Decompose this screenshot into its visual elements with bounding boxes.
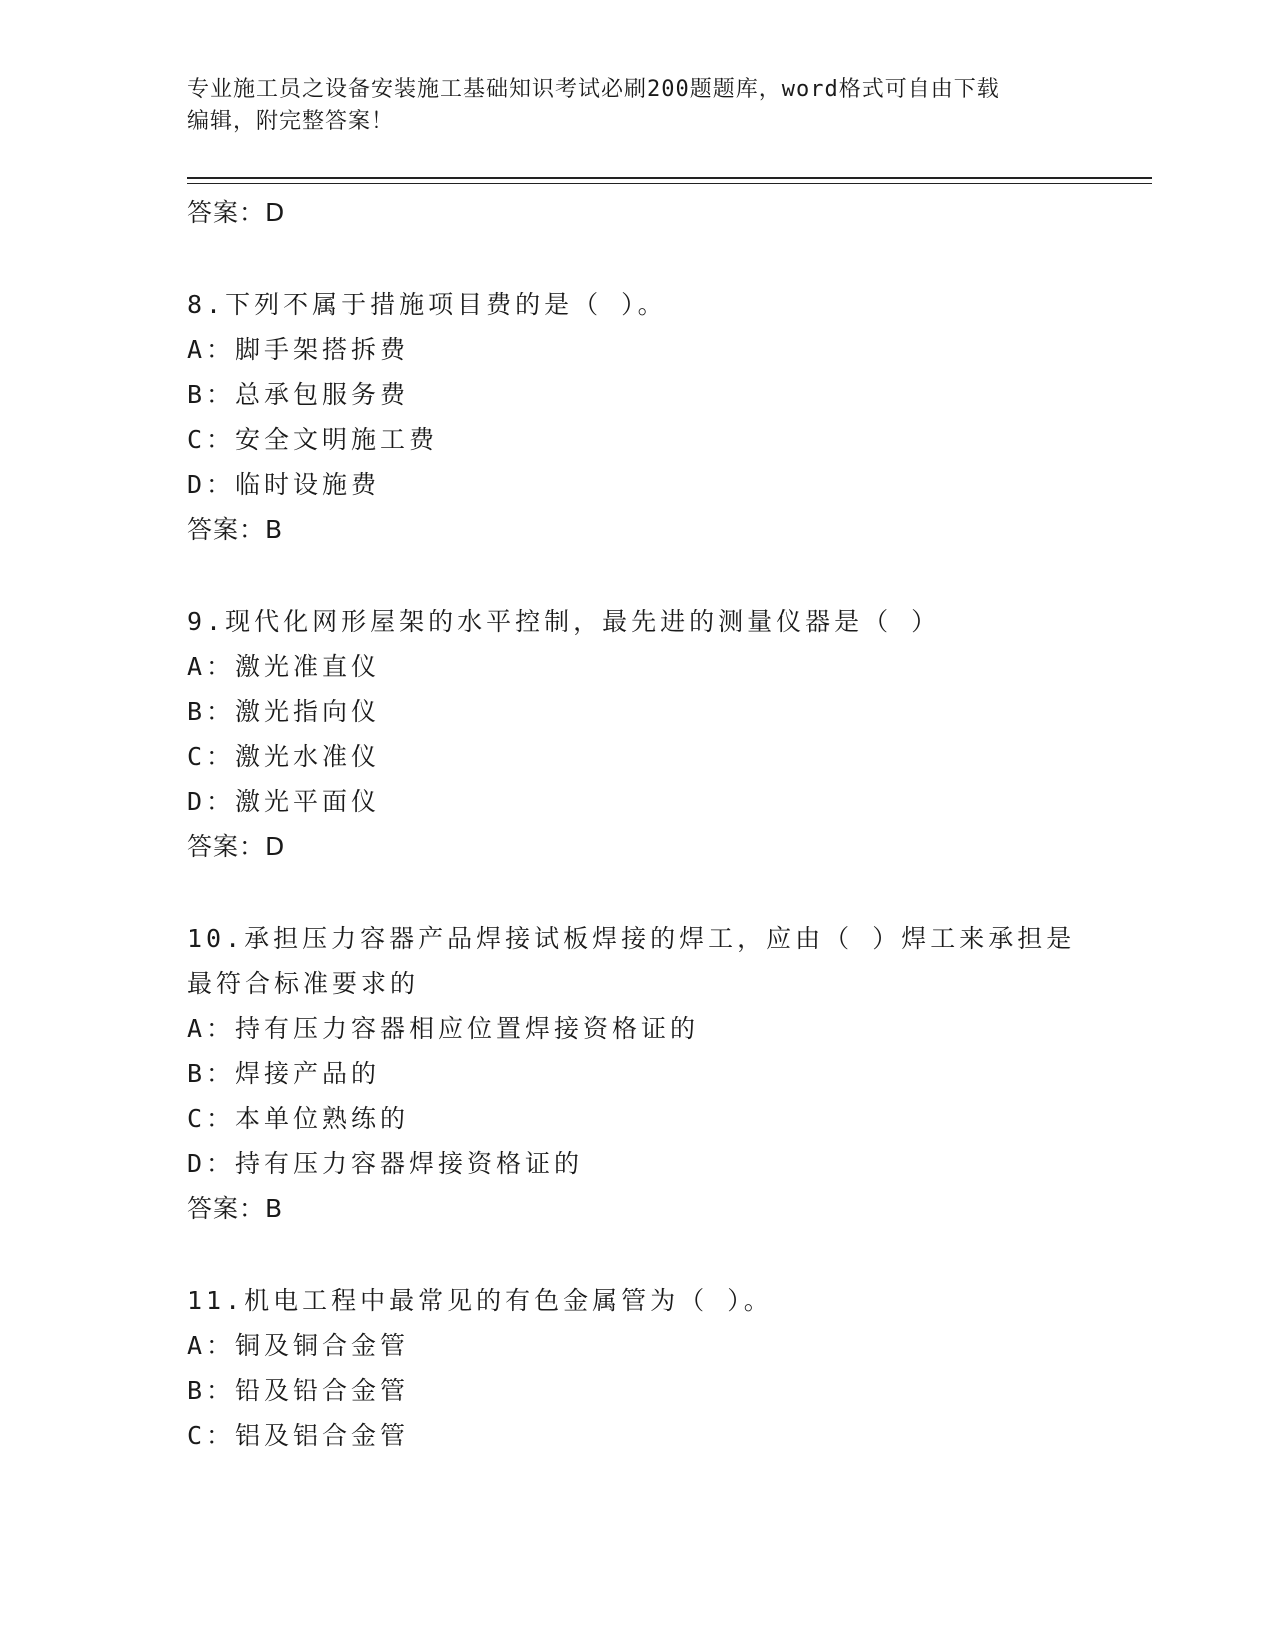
option-a: A：持有压力容器相应位置焊接资格证的: [187, 1014, 700, 1043]
spacer: [187, 552, 1067, 599]
answer-line: 答案：D: [187, 832, 286, 861]
option-a: A：激光准直仪: [187, 652, 381, 681]
option-c: C：激光水准仪: [187, 742, 381, 771]
question-stem: 11.机电工程中最常见的有色金属管为（ ）。: [187, 1286, 773, 1315]
question-block: [187, 1278, 1067, 1458]
question-stem: 9.现代化网形屋架的水平控制，最先进的测量仪器是（ ）: [187, 607, 941, 636]
question-block: [187, 916, 1076, 1231]
question-list: [187, 190, 1076, 1458]
header-divider: [187, 177, 1152, 179]
option-c: C：铝及铝合金管: [187, 1421, 410, 1450]
answer-line: 答案：D: [187, 198, 286, 227]
spacer: [187, 1231, 1067, 1278]
option-b: B：铅及铅合金管: [187, 1376, 410, 1405]
spacer: [187, 869, 1067, 916]
header-divider-thin: [187, 183, 1152, 184]
option-d: D：持有压力容器焊接资格证的: [187, 1149, 584, 1178]
document-header: [187, 74, 1067, 138]
spacer: [187, 235, 1067, 282]
question-stem-continued: 最符合标准要求的: [187, 969, 420, 998]
option-c: C：安全文明施工费: [187, 425, 439, 454]
option-b: B：焊接产品的: [187, 1059, 381, 1088]
question-stem: 10.承担压力容器产品焊接试板焊接的焊工，应由（ ）焊工来承担是: [187, 924, 1076, 953]
answer-line: 答案：B: [187, 1194, 284, 1223]
option-b: B：总承包服务费: [187, 380, 410, 409]
option-d: D：临时设施费: [187, 470, 381, 499]
question-stem: 8.下列不属于措施项目费的是（ ）。: [187, 290, 667, 319]
option-d: D：激光平面仪: [187, 787, 381, 816]
answer-line: 答案：B: [187, 515, 284, 544]
option-a: A：铜及铜合金管: [187, 1331, 410, 1360]
option-a: A：脚手架搭拆费: [187, 335, 410, 364]
question-block: [187, 282, 1067, 552]
header-title-line-1: 专业施工员之设备安装施工基础知识考试必刷200题题库，word格式可自由下载: [187, 77, 1000, 102]
question-block: [187, 599, 1067, 869]
option-b: B：激光指向仪: [187, 697, 381, 726]
option-c: C：本单位熟练的: [187, 1104, 410, 1133]
header-title-line-2: 编辑，附完整答案！: [187, 109, 395, 134]
